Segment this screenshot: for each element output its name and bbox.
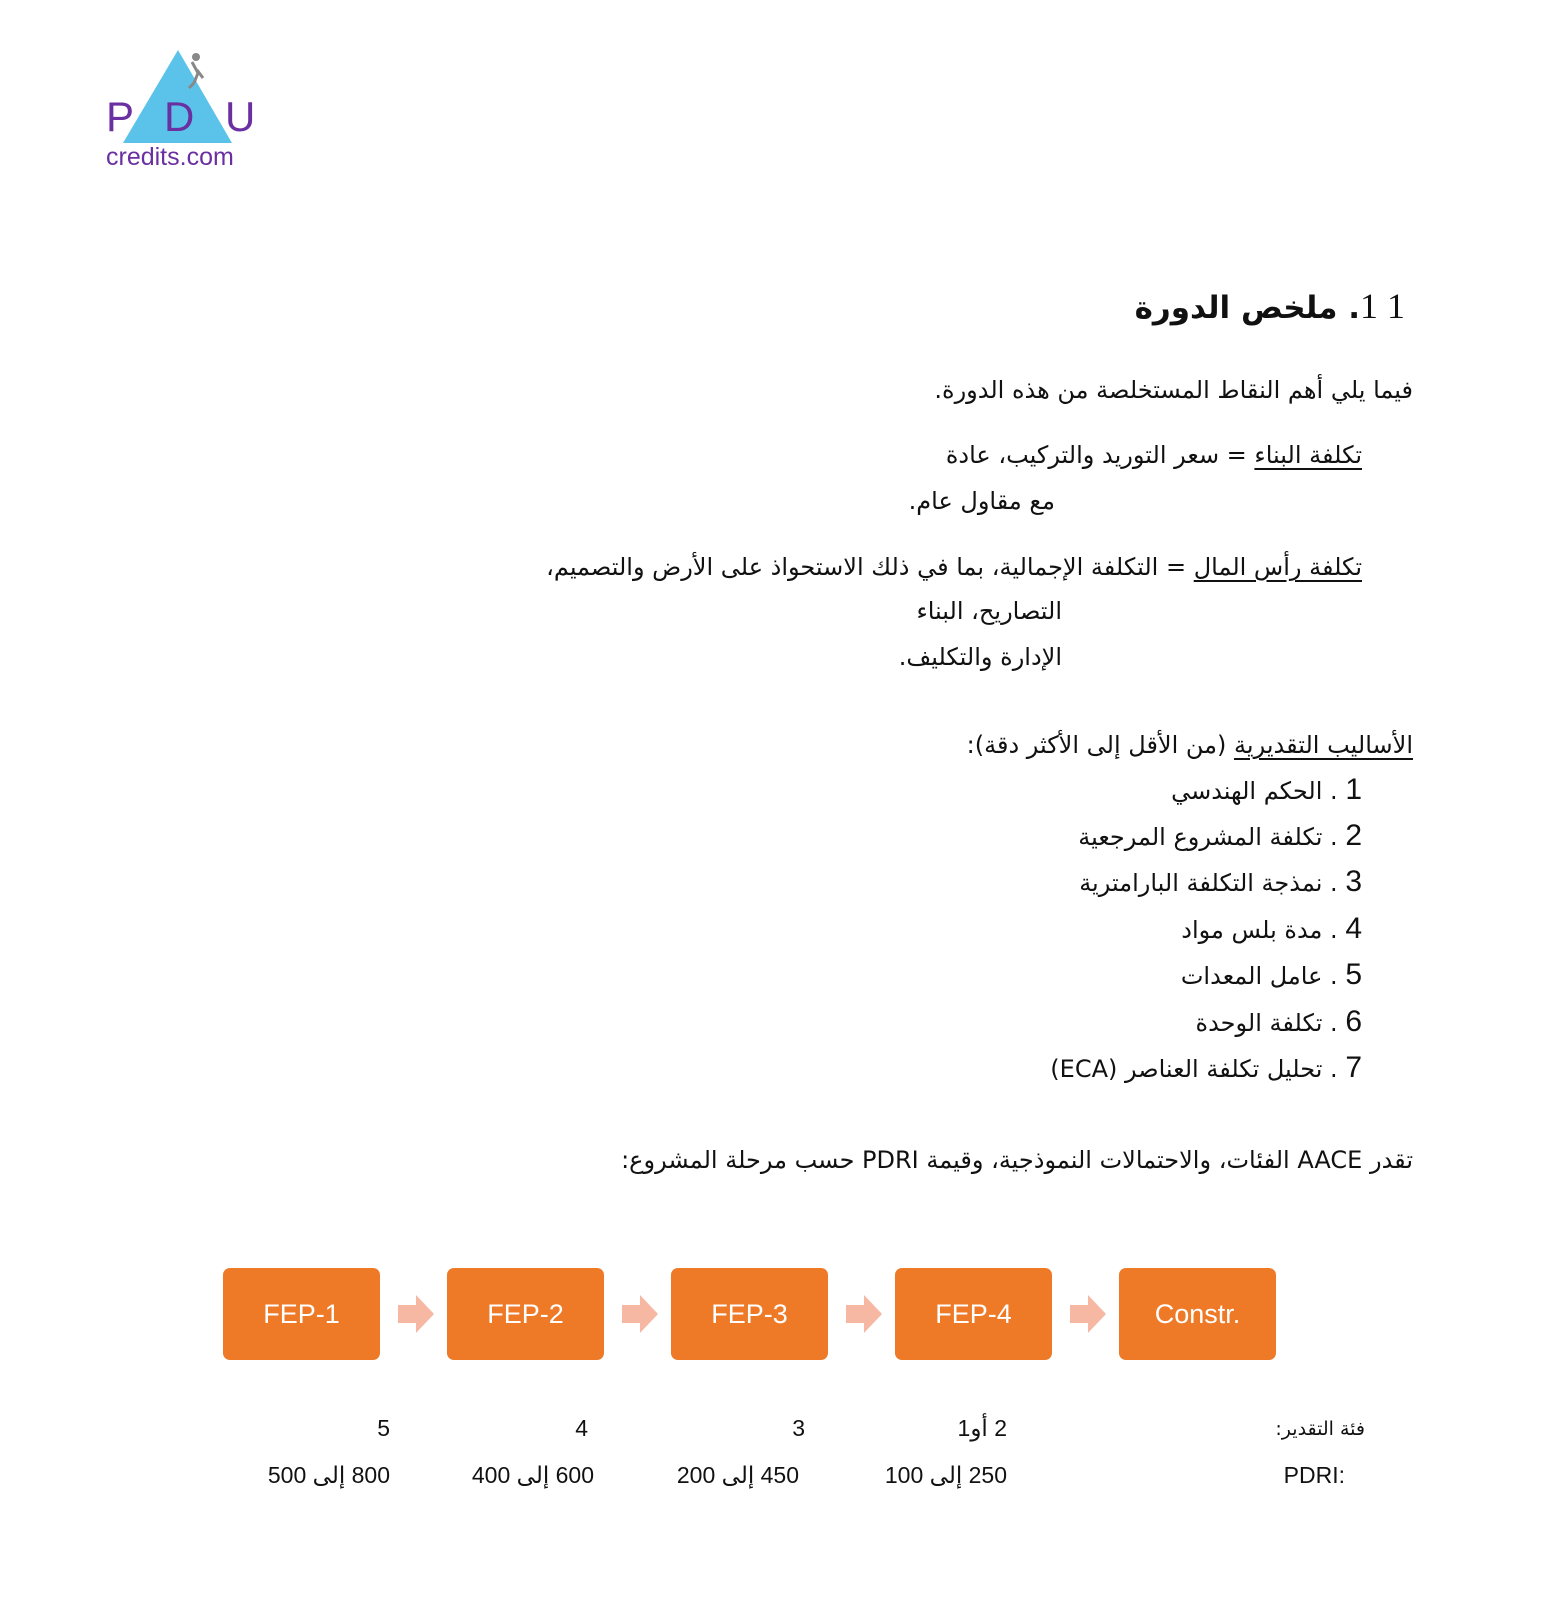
class-value-fep1: 5 xyxy=(377,1415,390,1441)
pdu-credits-logo xyxy=(100,45,270,180)
pdri-value-fep2: 600 إلى 400 xyxy=(471,1462,594,1488)
pdri-value-fep1: 800 إلى 500 xyxy=(267,1462,390,1488)
list-text: . عامل المعدات xyxy=(1180,962,1338,990)
phase-box-fep3: FEP-3 xyxy=(671,1268,828,1360)
pdri-value-fep3: 450 إلى 200 xyxy=(676,1462,799,1488)
list-text: . الحكم الهندسي xyxy=(1171,777,1338,805)
methods-term: الأساليب التقديرية xyxy=(1234,731,1413,759)
phase-box-fep2: FEP-2 xyxy=(447,1268,604,1360)
logo-letter-u: U xyxy=(225,93,256,140)
list-number: 7 xyxy=(1345,1051,1362,1084)
list-item xyxy=(1196,1007,1363,1038)
list-item xyxy=(1050,1053,1362,1084)
list-item xyxy=(1078,821,1362,852)
capital-cost-term: تكلفة رأس المال xyxy=(1193,553,1362,581)
list-text: . تكلفة الوحدة xyxy=(1195,1009,1338,1037)
list-number: 5 xyxy=(1345,958,1362,991)
construction-cost-line1 xyxy=(946,440,1362,470)
logo-letter-p: P xyxy=(106,93,135,140)
class-value-fep3: 3 xyxy=(792,1415,805,1441)
arrow-right-icon xyxy=(622,1295,658,1333)
list-number: 2 xyxy=(1345,819,1362,852)
section-title: . ملخص الدورة xyxy=(1134,290,1360,326)
list-number: 1 xyxy=(1345,773,1362,806)
list-number: 3 xyxy=(1345,865,1362,898)
list-item xyxy=(1181,914,1362,945)
section-heading xyxy=(1135,285,1405,327)
aace-paragraph: تقدر AACE الفئات، والاحتمالات النموذجية، وقيمة PDRI حسب مرحلة المشروع: xyxy=(621,1146,1413,1174)
pdri-value-fep4: 250 إلى 100 xyxy=(884,1462,1007,1488)
list-text: . نمذجة التكلفة البارامترية xyxy=(1079,869,1338,897)
phase-box-construction: Constr. xyxy=(1119,1268,1276,1360)
phase-box-fep4: FEP-4 xyxy=(895,1268,1052,1360)
pdri-label: :PDRI xyxy=(1283,1462,1345,1488)
class-value-fep2: 4 xyxy=(575,1415,588,1441)
logo-letter-d: D xyxy=(164,93,195,140)
list-item xyxy=(1181,960,1362,991)
phase-box-fep1: FEP-1 xyxy=(223,1268,380,1360)
arrow-right-icon xyxy=(1070,1295,1106,1333)
construction-cost-line2: مع مقاول عام. xyxy=(908,487,1055,515)
arrow-right-icon xyxy=(398,1295,434,1333)
arrow-right-icon xyxy=(846,1295,882,1333)
list-item xyxy=(1079,867,1362,898)
intro-paragraph: فيما يلي أهم النقاط المستخلصة من هذه الدورة. xyxy=(934,376,1413,404)
capital-cost-line2: التصاريح، البناء xyxy=(916,597,1062,625)
list-item xyxy=(1171,775,1362,806)
methods-qualifier: (من الأقل إلى الأكثر دقة): xyxy=(966,731,1235,759)
capital-cost-definition: = التكلفة الإجمالية، بما في ذلك الاستحواذ على الأرض والتصميم، xyxy=(546,553,1194,581)
section-number: 1 1 xyxy=(1360,286,1405,326)
list-text: . مدة بلس مواد xyxy=(1181,916,1338,944)
class-value-fep4: 2 أو1 xyxy=(957,1415,1007,1441)
list-text: . تكلفة المشروع المرجعية xyxy=(1078,823,1338,851)
capital-cost-line1 xyxy=(546,552,1362,582)
logo-subtitle: credits.com xyxy=(106,143,234,171)
estimate-class-label: فئة التقدير: xyxy=(1275,1418,1365,1440)
list-number: 6 xyxy=(1345,1005,1362,1038)
capital-cost-line3: الإدارة والتكليف. xyxy=(898,643,1062,671)
methods-heading xyxy=(967,730,1413,760)
list-text: . تحليل تكلفة العناصر (ECA) xyxy=(1050,1055,1338,1083)
construction-cost-definition: = سعر التوريد والتركيب، عادة xyxy=(945,441,1255,469)
construction-cost-term: تكلفة البناء xyxy=(1254,441,1362,469)
list-number: 4 xyxy=(1345,912,1362,945)
